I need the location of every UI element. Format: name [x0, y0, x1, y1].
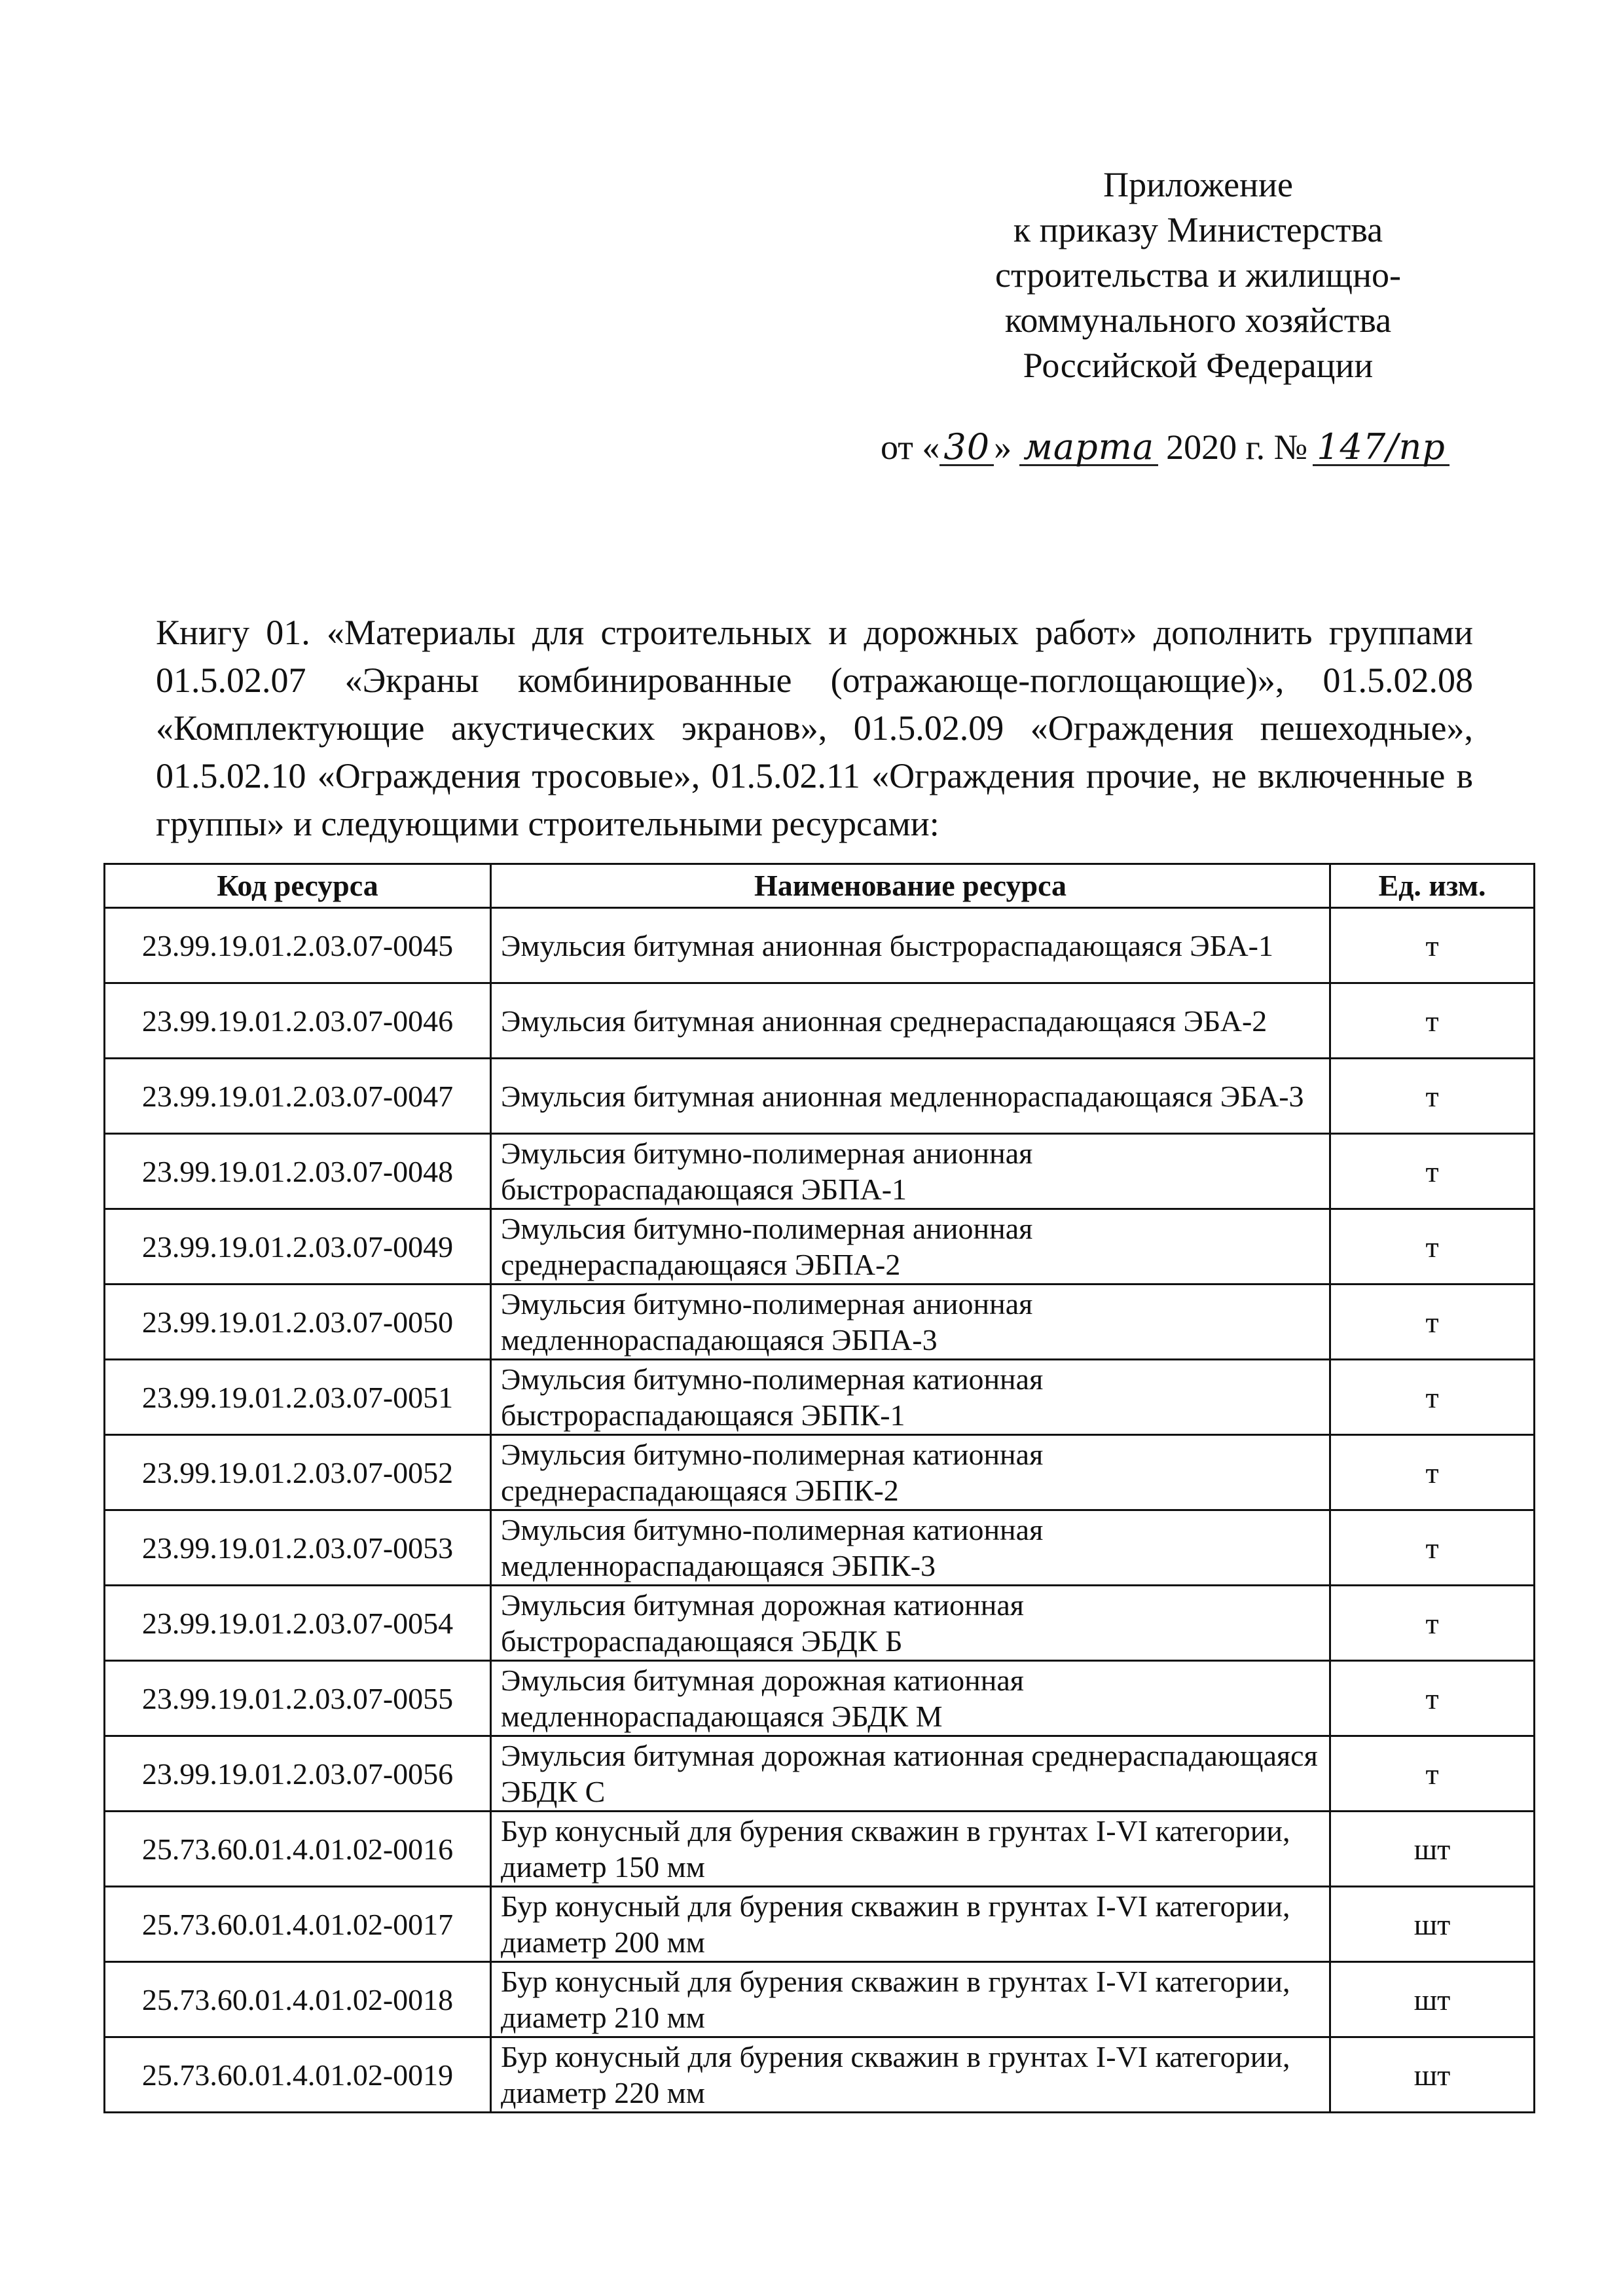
column-header-name: Наименование ресурса: [491, 864, 1330, 908]
resource-code-cell: 23.99.19.01.2.03.07-0046: [105, 983, 491, 1059]
resource-unit-cell: т: [1330, 1360, 1535, 1435]
resource-code-cell: 25.73.60.01.4.01.02-0018: [105, 1962, 491, 2037]
resource-unit-cell: т: [1330, 1736, 1535, 1812]
resource-code-cell: 23.99.19.01.2.03.07-0045: [105, 908, 491, 983]
resource-unit-cell: т: [1330, 1134, 1535, 1209]
resource-unit-cell: т: [1330, 1586, 1535, 1661]
table-body: [105, 908, 1535, 2113]
table-row: [105, 1134, 1535, 1209]
resource-code-cell: 23.99.19.01.2.03.07-0049: [105, 1209, 491, 1285]
resource-name-cell: Бур конусный для бурения скважин в грунтах I-VI категории, диаметр 210 мм: [491, 1962, 1330, 2037]
resource-unit-cell: шт: [1330, 1812, 1535, 1887]
resource-unit-cell: шт: [1330, 1887, 1535, 1962]
resource-code-cell: 23.99.19.01.2.03.07-0048: [105, 1134, 491, 1209]
resource-code-cell: 23.99.19.01.2.03.07-0054: [105, 1586, 491, 1661]
resource-name-cell: Эмульсия битумная анионная быстрораспадающаяся ЭБА-1: [491, 908, 1330, 983]
header-line: к приказу Министерства: [1013, 210, 1383, 249]
table-row: [105, 1962, 1535, 2037]
resources-table: [103, 863, 1535, 2113]
resource-code-cell: 25.73.60.01.4.01.02-0016: [105, 1812, 491, 1887]
resource-code-cell: 25.73.60.01.4.01.02-0019: [105, 2037, 491, 2113]
resource-code-cell: 23.99.19.01.2.03.07-0055: [105, 1661, 491, 1736]
resource-unit-cell: т: [1330, 1510, 1535, 1586]
resource-code-cell: 23.99.19.01.2.03.07-0053: [105, 1510, 491, 1586]
table-row: [105, 1661, 1535, 1736]
table-row: [105, 1812, 1535, 1887]
table-row: [105, 1510, 1535, 1586]
table-row: [105, 1209, 1535, 1285]
resource-name-cell: Бур конусный для бурения скважин в грунтах I-VI категории, диаметр 150 мм: [491, 1812, 1330, 1887]
date-prefix: от «: [881, 428, 940, 467]
table-row: [105, 1435, 1535, 1510]
resource-name-cell: Эмульсия битумная дорожная катионная медленнораспадающаяся ЭБДК М: [491, 1661, 1330, 1736]
resource-code-cell: 23.99.19.01.2.03.07-0050: [105, 1285, 491, 1360]
handwritten-month: марта: [1019, 430, 1158, 466]
resource-unit-cell: т: [1330, 1661, 1535, 1736]
table-row: [105, 1736, 1535, 1812]
resource-unit-cell: т: [1330, 908, 1535, 983]
header-line: коммунального хозяйства: [1004, 301, 1392, 340]
resource-unit-cell: шт: [1330, 2037, 1535, 2113]
table-row: [105, 908, 1535, 983]
resource-name-cell: Эмульсия битумно-полимерная анионная быстрораспадающаяся ЭБПА-1: [491, 1134, 1330, 1209]
resource-unit-cell: т: [1330, 983, 1535, 1059]
resource-unit-cell: т: [1330, 1209, 1535, 1285]
table-row: [105, 2037, 1535, 2113]
resource-code-cell: 23.99.19.01.2.03.07-0047: [105, 1059, 491, 1134]
resource-code-cell: 25.73.60.01.4.01.02-0017: [105, 1887, 491, 1962]
column-header-unit: Ед. изм.: [1330, 864, 1535, 908]
resource-code-cell: 23.99.19.01.2.03.07-0052: [105, 1435, 491, 1510]
table-row: [105, 1586, 1535, 1661]
resource-name-cell: Эмульсия битумно-полимерная катионная медленнораспадающаяся ЭБПК-3: [491, 1510, 1330, 1586]
header-line: строительства и жилищно-: [995, 255, 1401, 295]
appendix-header: [871, 162, 1525, 388]
resource-name-cell: Эмульсия битумная дорожная катионная среднераспадающаяся ЭБДК С: [491, 1736, 1330, 1812]
table-row: [105, 1360, 1535, 1435]
resource-name-cell: Бур конусный для бурения скважин в грунтах I-VI категории, диаметр 200 мм: [491, 1887, 1330, 1962]
date-year: 2020 г. №: [1166, 428, 1308, 467]
handwritten-order-number: 147/пр: [1313, 430, 1450, 466]
header-line: Приложение: [1103, 165, 1293, 204]
resource-name-cell: Эмульсия битумная дорожная катионная быстрораспадающаяся ЭБДК Б: [491, 1586, 1330, 1661]
handwritten-day: 30: [939, 430, 994, 466]
resource-name-cell: Бур конусный для бурения скважин в грунтах I-VI категории, диаметр 220 мм: [491, 2037, 1330, 2113]
resource-unit-cell: шт: [1330, 1962, 1535, 2037]
resource-code-cell: 23.99.19.01.2.03.07-0051: [105, 1360, 491, 1435]
resource-name-cell: Эмульсия битумная анионная медленнораспадающаяся ЭБА-3: [491, 1059, 1330, 1134]
resource-unit-cell: т: [1330, 1059, 1535, 1134]
date-mid: »: [994, 428, 1012, 467]
resource-name-cell: Эмульсия битумно-полимерная анионная среднераспадающаяся ЭБПА-2: [491, 1209, 1330, 1285]
resource-code-cell: 23.99.19.01.2.03.07-0056: [105, 1736, 491, 1812]
resource-name-cell: Эмульсия битумно-полимерная анионная медленнораспадающаяся ЭБПА-3: [491, 1285, 1330, 1360]
table-row: [105, 1059, 1535, 1134]
table-row: [105, 1285, 1535, 1360]
column-header-code: Код ресурса: [105, 864, 491, 908]
resource-name-cell: Эмульсия битумно-полимерная катионная быстрораспадающаяся ЭБПК-1: [491, 1360, 1330, 1435]
table-header-row: [105, 864, 1535, 908]
intro-paragraph: Книгу 01. «Материалы для строительных и дорожных работ» дополнить группами 01.5.02.07 «Экраны комбинированные (отражающе-поглощающие)», 01.5.02.08 «Комплектующие акустических экранов», 01.5.02.09 «Ограждения пешеходные», 01.5.02.10 «Ограждения тросовые», 01.5.02.11 «Ограждения прочие, не включенные в группы» и следующими строительными ресурсами:: [156, 613, 1473, 843]
resource-name-cell: Эмульсия битумная анионная среднераспадающаяся ЭБА-2: [491, 983, 1330, 1059]
table-row: [105, 983, 1535, 1059]
order-date-line: [881, 424, 1450, 470]
resource-name-cell: Эмульсия битумно-полимерная катионная среднераспадающаяся ЭБПК-2: [491, 1435, 1330, 1510]
resource-unit-cell: т: [1330, 1285, 1535, 1360]
resource-unit-cell: т: [1330, 1435, 1535, 1510]
header-line: Российской Федерации: [1023, 346, 1374, 385]
table-row: [105, 1887, 1535, 1962]
